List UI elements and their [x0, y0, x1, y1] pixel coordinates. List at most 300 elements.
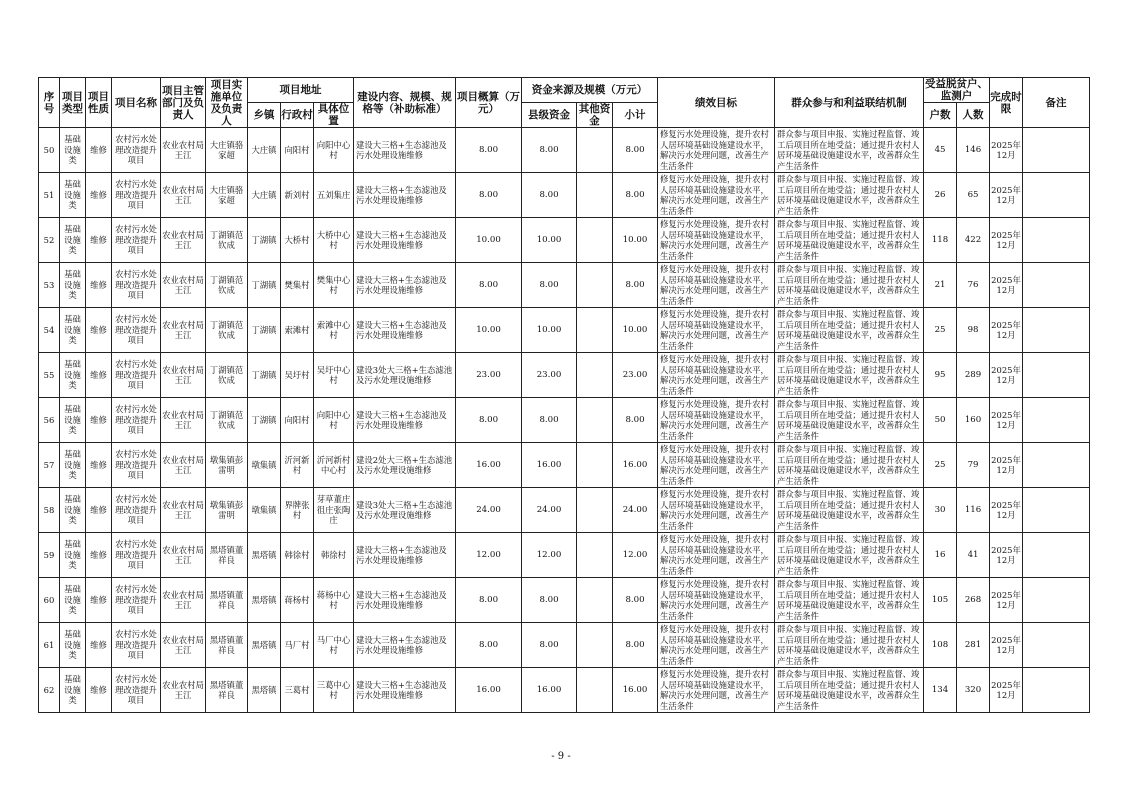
cell-dept: 农业农村局王江: [161, 173, 206, 218]
page-number: - 9 -: [551, 751, 571, 762]
cell-unit: 黑塔镇董祥良: [206, 668, 248, 713]
cell-nature: 维修: [86, 578, 112, 623]
cell-deadline: 2025年12月: [990, 668, 1023, 713]
cell-name: 农村污水处理改造提升项目: [112, 353, 161, 398]
header-nature: 项目性质: [86, 78, 112, 128]
cell-other: [577, 623, 613, 668]
cell-mechanism: 群众参与项目申报、实施过程监督、竣工后项目所在地受益；通过提升农村人居环境基础设施建设水平，改善群众生产生活条件: [775, 263, 924, 308]
cell-nature: 维修: [86, 443, 112, 488]
cell-budget: 23.00: [456, 353, 522, 398]
cell-goal: 修复污水处理设施，提升农村人居环境基础设施建设水平，解决污水处理问题，改善生产生活条件: [658, 623, 775, 668]
cell-remark: [1023, 263, 1090, 308]
cell-content: 建设大三格+生态滤池及污水处理设施维修: [354, 668, 456, 713]
cell-dept: 农业农村局王江: [161, 218, 206, 263]
cell-people: 65: [957, 173, 990, 218]
header-households: 户数: [924, 103, 957, 128]
table-row: [39, 218, 1090, 263]
cell-location: 吴圩中心村: [314, 353, 354, 398]
cell-nature: 维修: [86, 218, 112, 263]
cell-budget: 8.00: [456, 173, 522, 218]
cell-type: 基础设施类: [60, 128, 86, 173]
cell-deadline: 2025年12月: [990, 488, 1023, 533]
cell-mechanism: 群众参与项目申报、实施过程监督、竣工后项目所在地受益；通过提升农村人居环境基础设施建设水平，改善群众生产生活条件: [775, 398, 924, 443]
cell-content: 建设3处大三格+生态滤池及污水处理设施维修: [354, 353, 456, 398]
cell-people: 98: [957, 308, 990, 353]
cell-goal: 修复污水处理设施，提升农村人居环境基础设施建设水平，解决污水处理问题，改善生产生活条件: [658, 173, 775, 218]
cell-households: 25: [924, 308, 957, 353]
cell-village: 吴圩村: [281, 353, 314, 398]
cell-content: 建设2处大三格+生态滤池及污水处理设施维修: [354, 443, 456, 488]
cell-goal: 修复污水处理设施，提升农村人居环境基础设施建设水平，解决污水处理问题，改善生产生活条件: [658, 398, 775, 443]
cell-county: 24.00: [522, 488, 577, 533]
cell-households: 108: [924, 623, 957, 668]
cell-mechanism: 群众参与项目申报、实施过程监督、竣工后项目所在地受益；通过提升农村人居环境基础设施建设水平，改善群众生产生活条件: [775, 488, 924, 533]
cell-type: 基础设施类: [60, 443, 86, 488]
cell-village: 新刘村: [281, 173, 314, 218]
cell-unit: 丁湖镇范钦成: [206, 308, 248, 353]
cell-unit: 黑塔镇董祥良: [206, 578, 248, 623]
cell-households: 45: [924, 128, 957, 173]
cell-village: 界牌张村: [281, 488, 314, 533]
cell-mechanism: 群众参与项目申报、实施过程监督、竣工后项目所在地受益；通过提升农村人居环境基础设施建设水平，改善群众生产生活条件: [775, 128, 924, 173]
cell-nature: 维修: [86, 623, 112, 668]
cell-households: 118: [924, 218, 957, 263]
table-row: [39, 488, 1090, 533]
cell-town: 丁湖镇: [248, 308, 281, 353]
table-row: [39, 668, 1090, 713]
cell-subtotal: 16.00: [613, 443, 658, 488]
cell-content: 建设大三格+生态滤池及污水处理设施维修: [354, 173, 456, 218]
cell-people: 422: [957, 218, 990, 263]
header-address: 项目地址: [248, 78, 354, 103]
cell-seq: 55: [39, 353, 60, 398]
cell-households: 25: [924, 443, 957, 488]
cell-type: 基础设施类: [60, 263, 86, 308]
table-row: [39, 353, 1090, 398]
cell-deadline: 2025年12月: [990, 533, 1023, 578]
cell-households: 95: [924, 353, 957, 398]
cell-budget: 12.00: [456, 533, 522, 578]
cell-subtotal: 8.00: [613, 128, 658, 173]
cell-goal: 修复污水处理设施，提升农村人居环境基础设施建设水平，解决污水处理问题，改善生产生活条件: [658, 263, 775, 308]
table-row: [39, 128, 1090, 173]
cell-budget: 24.00: [456, 488, 522, 533]
cell-budget: 10.00: [456, 218, 522, 263]
header-seq: 序号: [39, 78, 60, 128]
cell-subtotal: 8.00: [613, 578, 658, 623]
cell-village: 沂河新村: [281, 443, 314, 488]
header-village: 行政村: [281, 103, 314, 128]
cell-location: 三葛中心村: [314, 668, 354, 713]
cell-households: 134: [924, 668, 957, 713]
cell-type: 基础设施类: [60, 353, 86, 398]
cell-location: 五刘集庄: [314, 173, 354, 218]
header-type: 项目类型: [60, 78, 86, 128]
cell-type: 基础设施类: [60, 623, 86, 668]
cell-town: 黑塔镇: [248, 578, 281, 623]
cell-type: 基础设施类: [60, 308, 86, 353]
cell-remark: [1023, 443, 1090, 488]
cell-goal: 修复污水处理设施，提升农村人居环境基础设施建设水平，解决污水处理问题，改善生产生活条件: [658, 578, 775, 623]
cell-location: 芽草董庄徂庄张陶庄: [314, 488, 354, 533]
cell-location: 向阳中心村: [314, 128, 354, 173]
header-dept: 项目主管部门及负责人: [161, 78, 206, 128]
cell-other: [577, 308, 613, 353]
cell-county: 23.00: [522, 353, 577, 398]
cell-deadline: 2025年12月: [990, 353, 1023, 398]
cell-location: 沂河新村中心村: [314, 443, 354, 488]
cell-budget: 10.00: [456, 308, 522, 353]
cell-unit: 大庄镇骆家超: [206, 128, 248, 173]
cell-people: 146: [957, 128, 990, 173]
cell-goal: 修复污水处理设施，提升农村人居环境基础设施建设水平，解决污水处理问题，改善生产生活条件: [658, 218, 775, 263]
header-mechanism: 群众参与和利益联结机制: [775, 78, 924, 128]
cell-unit: 墩集镇彭雷明: [206, 488, 248, 533]
cell-subtotal: 24.00: [613, 488, 658, 533]
cell-unit: 丁湖镇范钦成: [206, 263, 248, 308]
cell-location: 大桥中心村: [314, 218, 354, 263]
cell-seq: 54: [39, 308, 60, 353]
cell-dept: 农业农村局王江: [161, 128, 206, 173]
cell-budget: 8.00: [456, 623, 522, 668]
cell-type: 基础设施类: [60, 578, 86, 623]
cell-goal: 修复污水处理设施，提升农村人居环境基础设施建设水平，解决污水处理问题，改善生产生活条件: [658, 443, 775, 488]
cell-other: [577, 398, 613, 443]
header-name: 项目名称: [112, 78, 161, 128]
cell-seq: 56: [39, 398, 60, 443]
cell-other: [577, 578, 613, 623]
table-row: [39, 443, 1090, 488]
cell-village: 向阳村: [281, 398, 314, 443]
cell-seq: 52: [39, 218, 60, 263]
cell-county: 12.00: [522, 533, 577, 578]
cell-goal: 修复污水处理设施，提升农村人居环境基础设施建设水平，解决污水处理问题，改善生产生活条件: [658, 128, 775, 173]
cell-content: 建设3处大三格+生态滤池及污水处理设施维修: [354, 488, 456, 533]
cell-subtotal: 8.00: [613, 263, 658, 308]
cell-goal: 修复污水处理设施，提升农村人居环境基础设施建设水平，解决污水处理问题，改善生产生活条件: [658, 533, 775, 578]
cell-subtotal: 16.00: [613, 668, 658, 713]
cell-remark: [1023, 128, 1090, 173]
cell-deadline: 2025年12月: [990, 623, 1023, 668]
cell-dept: 农业农村局王江: [161, 488, 206, 533]
table-row: [39, 263, 1090, 308]
cell-location: 韩徐村: [314, 533, 354, 578]
cell-subtotal: 23.00: [613, 353, 658, 398]
cell-seq: 57: [39, 443, 60, 488]
cell-name: 农村污水处理改造提升项目: [112, 533, 161, 578]
cell-seq: 60: [39, 578, 60, 623]
cell-town: 黑塔镇: [248, 623, 281, 668]
cell-remark: [1023, 668, 1090, 713]
cell-other: [577, 173, 613, 218]
cell-deadline: 2025年12月: [990, 218, 1023, 263]
cell-nature: 维修: [86, 668, 112, 713]
cell-county: 8.00: [522, 173, 577, 218]
cell-content: 建设大三格+生态滤池及污水处理设施维修: [354, 263, 456, 308]
header-content: 建设内容、规模、规格等（补助标准）: [354, 78, 456, 128]
cell-name: 农村污水处理改造提升项目: [112, 218, 161, 263]
cell-unit: 大庄镇骆家超: [206, 173, 248, 218]
cell-deadline: 2025年12月: [990, 128, 1023, 173]
cell-name: 农村污水处理改造提升项目: [112, 443, 161, 488]
cell-location: 蒋杨中心村: [314, 578, 354, 623]
cell-name: 农村污水处理改造提升项目: [112, 668, 161, 713]
cell-town: 丁湖镇: [248, 263, 281, 308]
cell-village: 樊集村: [281, 263, 314, 308]
cell-location: 向阳中心村: [314, 398, 354, 443]
cell-unit: 丁湖镇范钦成: [206, 353, 248, 398]
cell-people: 116: [957, 488, 990, 533]
cell-county: 16.00: [522, 443, 577, 488]
header-remark: 备注: [1023, 78, 1090, 128]
cell-mechanism: 群众参与项目申报、实施过程监督、竣工后项目所在地受益；通过提升农村人居环境基础设施建设水平，改善群众生产生活条件: [775, 218, 924, 263]
cell-budget: 8.00: [456, 578, 522, 623]
cell-content: 建设大三格+生态滤池及污水处理设施维修: [354, 533, 456, 578]
cell-people: 76: [957, 263, 990, 308]
cell-seq: 51: [39, 173, 60, 218]
cell-households: 16: [924, 533, 957, 578]
cell-households: 26: [924, 173, 957, 218]
table-row: [39, 173, 1090, 218]
cell-town: 丁湖镇: [248, 398, 281, 443]
table-row: [39, 308, 1090, 353]
cell-location: 马厂中心村: [314, 623, 354, 668]
cell-seq: 62: [39, 668, 60, 713]
cell-unit: 黑塔镇董祥良: [206, 623, 248, 668]
cell-village: 向阳村: [281, 128, 314, 173]
cell-deadline: 2025年12月: [990, 443, 1023, 488]
cell-seq: 50: [39, 128, 60, 173]
cell-type: 基础设施类: [60, 488, 86, 533]
cell-dept: 农业农村局王江: [161, 533, 206, 578]
cell-nature: 维修: [86, 533, 112, 578]
cell-content: 建设大三格+生态滤池及污水处理设施维修: [354, 623, 456, 668]
cell-content: 建设大三格+生态滤池及污水处理设施维修: [354, 308, 456, 353]
cell-name: 农村污水处理改造提升项目: [112, 308, 161, 353]
cell-location: 樊集中心村: [314, 263, 354, 308]
cell-seq: 61: [39, 623, 60, 668]
cell-mechanism: 群众参与项目申报、实施过程监督、竣工后项目所在地受益；通过提升农村人居环境基础设施建设水平，改善群众生产生活条件: [775, 533, 924, 578]
cell-type: 基础设施类: [60, 668, 86, 713]
cell-mechanism: 群众参与项目申报、实施过程监督、竣工后项目所在地受益；通过提升农村人居环境基础设施建设水平，改善群众生产生活条件: [775, 668, 924, 713]
cell-content: 建设大三格+生态滤池及污水处理设施维修: [354, 578, 456, 623]
cell-subtotal: 12.00: [613, 533, 658, 578]
cell-deadline: 2025年12月: [990, 308, 1023, 353]
header-goal: 绩效目标: [658, 78, 775, 128]
cell-people: 281: [957, 623, 990, 668]
cell-county: 8.00: [522, 623, 577, 668]
cell-other: [577, 488, 613, 533]
table-row: [39, 578, 1090, 623]
cell-town: 丁湖镇: [248, 353, 281, 398]
cell-content: 建设大三格+生态滤池及污水处理设施维修: [354, 128, 456, 173]
cell-deadline: 2025年12月: [990, 398, 1023, 443]
cell-deadline: 2025年12月: [990, 263, 1023, 308]
cell-remark: [1023, 173, 1090, 218]
cell-unit: 丁湖镇范钦成: [206, 218, 248, 263]
cell-mechanism: 群众参与项目申报、实施过程监督、竣工后项目所在地受益；通过提升农村人居环境基础设施建设水平，改善群众生产生活条件: [775, 578, 924, 623]
cell-seq: 59: [39, 533, 60, 578]
cell-content: 建设大三格+生态滤池及污水处理设施维修: [354, 398, 456, 443]
cell-households: 105: [924, 578, 957, 623]
header-unit: 项目实施单位及负责人: [206, 78, 248, 128]
cell-location: 索滩中心村: [314, 308, 354, 353]
cell-name: 农村污水处理改造提升项目: [112, 128, 161, 173]
cell-remark: [1023, 623, 1090, 668]
header-county-funds: 县级资金: [522, 103, 577, 128]
cell-remark: [1023, 308, 1090, 353]
cell-subtotal: 10.00: [613, 308, 658, 353]
cell-village: 马厂村: [281, 623, 314, 668]
cell-town: 墩集镇: [248, 443, 281, 488]
table-row: [39, 623, 1090, 668]
cell-remark: [1023, 533, 1090, 578]
header-subtotal: 小计: [613, 103, 658, 128]
header-people: 人数: [957, 103, 990, 128]
header-beneficiary: 受益脱贫户、监测户: [925, 78, 989, 102]
header-other-funds: 其他资金: [577, 103, 613, 128]
cell-type: 基础设施类: [60, 173, 86, 218]
cell-other: [577, 353, 613, 398]
cell-county: 10.00: [522, 308, 577, 353]
cell-county: 8.00: [522, 578, 577, 623]
cell-subtotal: 10.00: [613, 218, 658, 263]
cell-county: 8.00: [522, 398, 577, 443]
cell-dept: 农业农村局王江: [161, 263, 206, 308]
cell-nature: 维修: [86, 398, 112, 443]
cell-mechanism: 群众参与项目申报、实施过程监督、竣工后项目所在地受益；通过提升农村人居环境基础设施建设水平，改善群众生产生活条件: [775, 623, 924, 668]
table-body: [39, 128, 1090, 713]
cell-other: [577, 263, 613, 308]
header-budget: 项目概算（万元）: [456, 78, 522, 128]
cell-subtotal: 8.00: [613, 398, 658, 443]
cell-type: 基础设施类: [60, 398, 86, 443]
cell-goal: 修复污水处理设施，提升农村人居环境基础设施建设水平，解决污水处理问题，改善生产生活条件: [658, 488, 775, 533]
cell-goal: 修复污水处理设施，提升农村人居环境基础设施建设水平，解决污水处理问题，改善生产生活条件: [658, 308, 775, 353]
cell-budget: 16.00: [456, 443, 522, 488]
header-town: 乡镇: [248, 103, 281, 128]
cell-village: 蒋杨村: [281, 578, 314, 623]
cell-nature: 维修: [86, 173, 112, 218]
cell-mechanism: 群众参与项目申报、实施过程监督、竣工后项目所在地受益；通过提升农村人居环境基础设施建设水平，改善群众生产生活条件: [775, 353, 924, 398]
header-funds: 资金来源及规模（万元）: [522, 78, 658, 103]
cell-type: 基础设施类: [60, 533, 86, 578]
cell-subtotal: 8.00: [613, 173, 658, 218]
cell-name: 农村污水处理改造提升项目: [112, 578, 161, 623]
cell-county: 10.00: [522, 218, 577, 263]
cell-dept: 农业农村局王江: [161, 398, 206, 443]
cell-goal: 修复污水处理设施，提升农村人居环境基础设施建设水平，解决污水处理问题，改善生产生活条件: [658, 668, 775, 713]
cell-unit: 墩集镇彭雷明: [206, 443, 248, 488]
cell-content: 建设大三格+生态滤池及污水处理设施维修: [354, 218, 456, 263]
cell-people: 289: [957, 353, 990, 398]
cell-budget: 8.00: [456, 263, 522, 308]
cell-unit: 丁湖镇范钦成: [206, 398, 248, 443]
cell-dept: 农业农村局王江: [161, 353, 206, 398]
cell-nature: 维修: [86, 488, 112, 533]
cell-village: 韩徐村: [281, 533, 314, 578]
cell-dept: 农业农村局王江: [161, 578, 206, 623]
cell-budget: 8.00: [456, 398, 522, 443]
cell-town: 丁湖镇: [248, 218, 281, 263]
cell-unit: 黑塔镇董祥良: [206, 533, 248, 578]
cell-town: 黑塔镇: [248, 668, 281, 713]
cell-county: 8.00: [522, 263, 577, 308]
cell-seq: 58: [39, 488, 60, 533]
cell-name: 农村污水处理改造提升项目: [112, 173, 161, 218]
cell-nature: 维修: [86, 128, 112, 173]
cell-name: 农村污水处理改造提升项目: [112, 398, 161, 443]
cell-goal: 修复污水处理设施，提升农村人居环境基础设施建设水平，解决污水处理问题，改善生产生活条件: [658, 353, 775, 398]
cell-town: 大庄镇: [248, 128, 281, 173]
cell-other: [577, 443, 613, 488]
table-row: [39, 398, 1090, 443]
cell-dept: 农业农村局王江: [161, 443, 206, 488]
cell-remark: [1023, 578, 1090, 623]
cell-remark: [1023, 398, 1090, 443]
cell-dept: 农业农村局王江: [161, 623, 206, 668]
project-table: [38, 77, 1090, 713]
cell-village: 三葛村: [281, 668, 314, 713]
cell-name: 农村污水处理改造提升项目: [112, 488, 161, 533]
cell-deadline: 2025年12月: [990, 578, 1023, 623]
header-location: 具体位置: [314, 103, 354, 128]
cell-dept: 农业农村局王江: [161, 668, 206, 713]
cell-type: 基础设施类: [60, 218, 86, 263]
cell-town: 墩集镇: [248, 488, 281, 533]
cell-people: 268: [957, 578, 990, 623]
cell-people: 79: [957, 443, 990, 488]
cell-remark: [1023, 218, 1090, 263]
cell-name: 农村污水处理改造提升项目: [112, 263, 161, 308]
cell-households: 50: [924, 398, 957, 443]
cell-households: 30: [924, 488, 957, 533]
cell-county: 8.00: [522, 128, 577, 173]
cell-nature: 维修: [86, 353, 112, 398]
cell-village: 索滩村: [281, 308, 314, 353]
table-row: [39, 533, 1090, 578]
cell-county: 16.00: [522, 668, 577, 713]
cell-town: 黑塔镇: [248, 533, 281, 578]
cell-deadline: 2025年12月: [990, 173, 1023, 218]
cell-remark: [1023, 488, 1090, 533]
cell-subtotal: 8.00: [613, 623, 658, 668]
cell-town: 大庄镇: [248, 173, 281, 218]
cell-other: [577, 668, 613, 713]
cell-households: 21: [924, 263, 957, 308]
cell-nature: 维修: [86, 308, 112, 353]
cell-mechanism: 群众参与项目申报、实施过程监督、竣工后项目所在地受益；通过提升农村人居环境基础设施建设水平，改善群众生产生活条件: [775, 443, 924, 488]
cell-people: 320: [957, 668, 990, 713]
cell-budget: 16.00: [456, 668, 522, 713]
cell-budget: 8.00: [456, 128, 522, 173]
cell-people: 41: [957, 533, 990, 578]
cell-seq: 53: [39, 263, 60, 308]
table-header: [39, 78, 1090, 128]
cell-nature: 维修: [86, 263, 112, 308]
cell-mechanism: 群众参与项目申报、实施过程监督、竣工后项目所在地受益；通过提升农村人居环境基础设施建设水平，改善群众生产生活条件: [775, 308, 924, 353]
cell-other: [577, 533, 613, 578]
cell-other: [577, 218, 613, 263]
cell-name: 农村污水处理改造提升项目: [112, 623, 161, 668]
cell-village: 大桥村: [281, 218, 314, 263]
cell-mechanism: 群众参与项目申报、实施过程监督、竣工后项目所在地受益；通过提升农村人居环境基础设施建设水平，改善群众生产生活条件: [775, 173, 924, 218]
cell-remark: [1023, 353, 1090, 398]
header-deadline: 完成时限: [990, 78, 1023, 128]
cell-dept: 农业农村局王江: [161, 308, 206, 353]
cell-people: 160: [957, 398, 990, 443]
cell-other: [577, 128, 613, 173]
